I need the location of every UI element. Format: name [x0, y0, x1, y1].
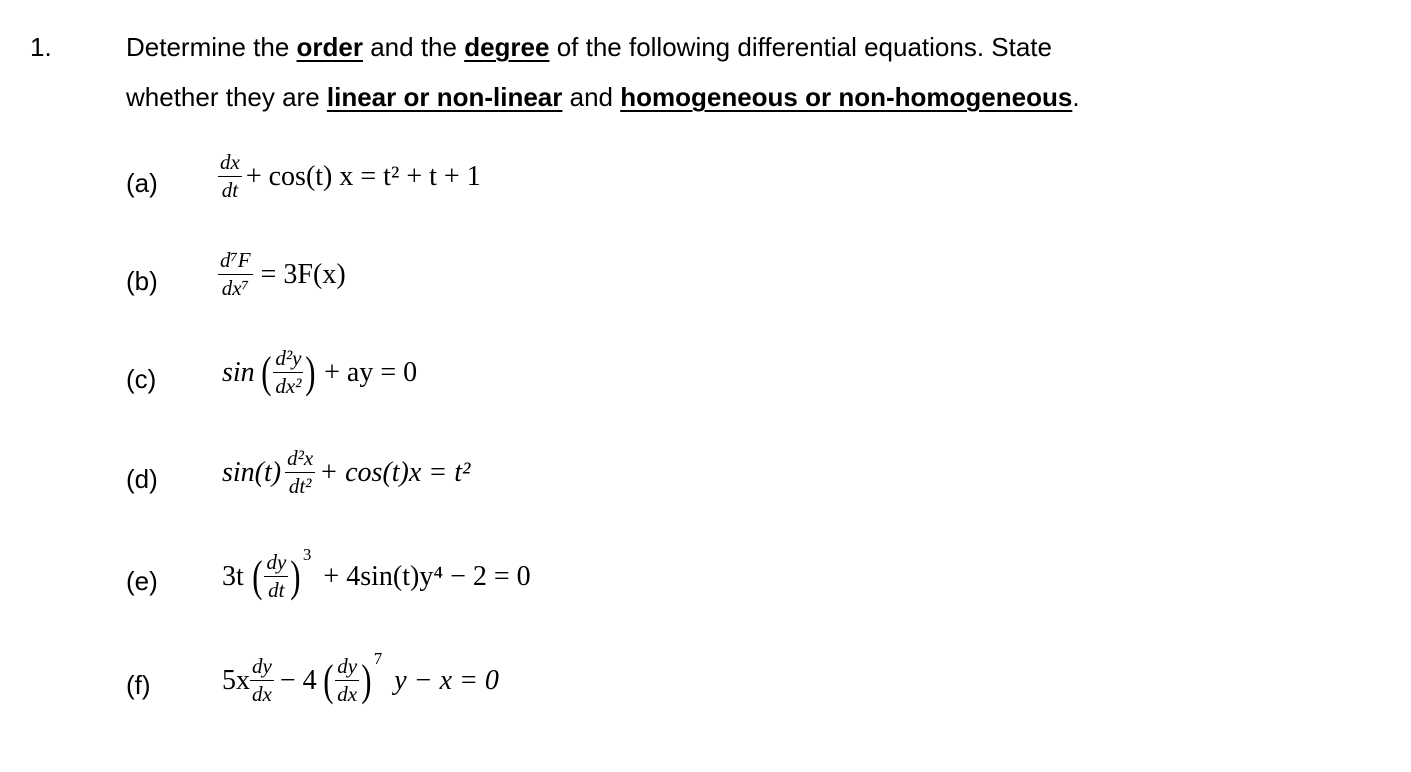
- denominator: dx: [252, 682, 272, 706]
- exponent: 3: [302, 544, 312, 564]
- instruction-text: Determine the: [126, 32, 297, 62]
- denominator: dx: [337, 682, 358, 706]
- denominator: dt: [268, 578, 285, 602]
- right-paren: ): [290, 551, 301, 601]
- equation-rest: + cos(t) x = t² + t + 1: [245, 160, 481, 192]
- numerator: dx: [218, 152, 242, 177]
- equation-f: [222, 648, 499, 706]
- numerator: dy: [335, 656, 359, 681]
- minus-term: − 4: [279, 664, 317, 696]
- fraction: [264, 552, 288, 601]
- denominator: dx⁷: [221, 276, 249, 300]
- fraction: [273, 348, 303, 397]
- denominator: dt²: [288, 474, 312, 498]
- part-d-label: (d): [126, 464, 158, 494]
- coefficient: 3t: [222, 560, 244, 592]
- instruction-text: .: [1072, 82, 1080, 112]
- instruction-text: of the following differential equations. State: [549, 32, 1052, 62]
- instruction-text: whether they are: [126, 82, 327, 112]
- equation-a: [218, 152, 481, 201]
- left-paren: (: [322, 655, 334, 705]
- fraction: [285, 448, 315, 497]
- equation-c: [222, 348, 417, 397]
- part-b-label: (b): [126, 266, 158, 296]
- numerator: dy: [250, 656, 274, 681]
- numerator: dy: [264, 552, 288, 577]
- fraction: [218, 152, 242, 201]
- part-f-label: (f): [126, 670, 151, 700]
- equation-b: [218, 250, 346, 299]
- right-paren: ): [361, 655, 372, 705]
- left-paren: (: [251, 551, 263, 601]
- equation-e: [222, 544, 531, 602]
- equation-rest: = 3F(x): [260, 258, 346, 290]
- keyword-order: order: [296, 32, 363, 62]
- denominator: dt: [221, 178, 239, 202]
- equation-d: [222, 448, 470, 497]
- equation-rest: + ay = 0: [324, 356, 418, 388]
- instruction-text: and the: [363, 32, 465, 62]
- numerator: d⁷F: [218, 250, 253, 275]
- instruction-text: and: [562, 82, 621, 112]
- exponent: 7: [373, 648, 383, 668]
- instruction-line-1: [126, 32, 1052, 63]
- numerator: d²y: [273, 348, 303, 373]
- keyword-degree: degree: [464, 32, 550, 62]
- instruction-line-2: [126, 82, 1080, 113]
- equation-rest: + cos(t)x = t²: [319, 456, 471, 488]
- part-e-label: (e): [126, 566, 158, 596]
- function-name: sin: [222, 356, 255, 388]
- equation-rest: y − x = 0: [394, 664, 499, 696]
- fraction: [335, 656, 359, 705]
- coefficient: 5x: [222, 664, 250, 696]
- function-name: sin(t): [222, 456, 282, 488]
- numerator: d²x: [285, 448, 315, 473]
- keyword-homogeneity: homogeneous or non-homogeneous: [620, 82, 1073, 112]
- right-paren: ): [305, 347, 316, 397]
- part-c-label: (c): [126, 364, 157, 394]
- left-paren: (: [260, 347, 272, 397]
- keyword-linearity: linear or non-linear: [326, 82, 563, 112]
- equation-rest: + 4sin(t)y⁴ − 2 = 0: [323, 560, 531, 592]
- denominator: dx²: [275, 374, 302, 398]
- fraction: [218, 250, 253, 299]
- question-number: 1.: [30, 32, 52, 62]
- fraction: [250, 656, 274, 705]
- part-a-label: (a): [126, 168, 158, 198]
